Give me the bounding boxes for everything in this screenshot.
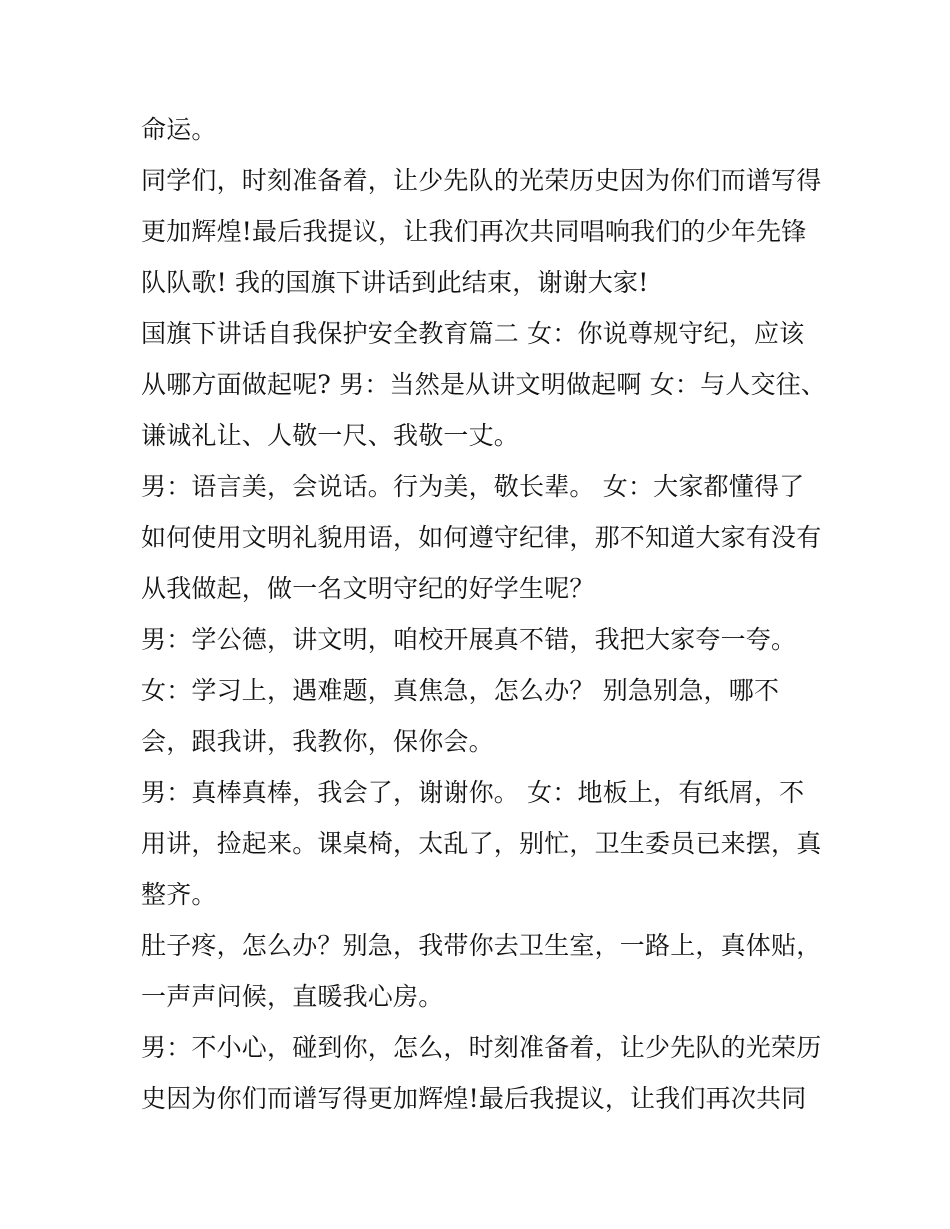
- text-line-12: 女：学习上，遇难题，真焦急，怎么办？ 别急别急，哪不: [141, 676, 780, 705]
- text-line-2: 同学们，时刻准备着，让少先队的光荣历史因为你们而谱写得: [141, 166, 822, 195]
- text-line-3: 更加辉煌!最后我提议，让我们再次共同唱响我们的少年先锋: [141, 217, 807, 246]
- text-line-20: 史因为你们而谱写得更加辉煌!最后我提议，让我们再次共同: [141, 1084, 807, 1113]
- text-line-13: 会，跟我讲，我教你，保你会。: [141, 727, 494, 756]
- text-line-14: 男：真棒真棒，我会了，谢谢你。 女：地板上，有纸屑，不: [141, 778, 805, 807]
- text-line-5: 国旗下讲话自我保护安全教育篇二 女：你说尊规守纪，应该: [141, 319, 805, 348]
- text-line-1: 命运。: [141, 115, 217, 144]
- text-line-6: 从哪方面做起呢? 男：当然是从讲文明做起啊 女：与人交往、: [141, 370, 827, 399]
- body-text: [141, 104, 827, 1124]
- text-line-17: 肚子疼，怎么办？别急，我带你去卫生室，一路上，真体贴，: [141, 931, 822, 960]
- text-line-7: 谦诚礼让、人敬一尺、我敬一丈。: [141, 421, 520, 450]
- text-line-8: 男：语言美，会说话。行为美，敬长辈。 女：大家都懂得了: [141, 472, 805, 501]
- text-line-18: 一声声问候，直暖我心房。: [141, 982, 444, 1011]
- text-line-10: 从我做起，做一名文明守纪的好学生呢？: [141, 574, 595, 603]
- text-line-16: 整齐。: [141, 880, 217, 909]
- text-line-4: 队队歌! 我的国旗下讲话到此结束，谢谢大家!: [141, 268, 649, 297]
- text-line-11: 男：学公德，讲文明，咱校开展真不错，我把大家夸一夸。: [141, 625, 797, 654]
- text-line-15: 用讲，捡起来。课桌椅，太乱了，别忙，卫生委员已来摆，真: [141, 829, 822, 858]
- text-line-9: 如何使用文明礼貌用语，如何遵守纪律，那不知道大家有没有: [141, 523, 822, 552]
- text-line-19: 男：不小心，碰到你，怎么，时刻准备着，让少先队的光荣历: [141, 1033, 822, 1062]
